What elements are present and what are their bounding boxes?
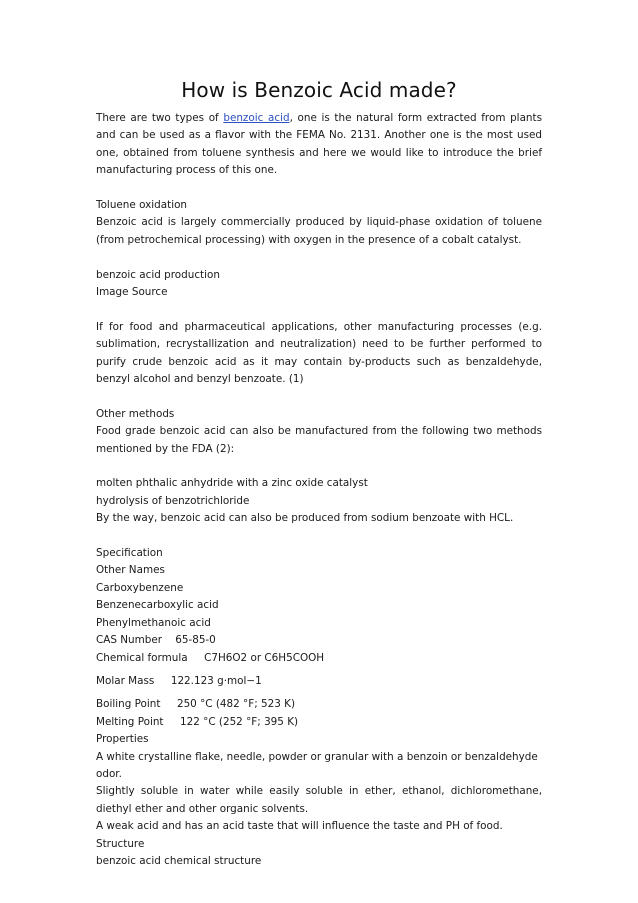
properties-heading: Properties [96, 733, 149, 746]
melting-value: 122 °C (252 °F; 395 K) [180, 715, 299, 728]
method-item: molten phthalic anhydride with a zinc oxide catalyst [96, 477, 368, 490]
intro-paragraph [96, 110, 542, 180]
other-methods-heading: Other methods [96, 407, 175, 420]
intro-text-end: , one is the natural form extracted from plants and can be used as a flavor with the FEMA No. 2131. Another one is the most used one, obtained from toluene synthesis and here we would like to introduce the brief manufacturing process of this one. [96, 112, 543, 177]
molar-row [96, 673, 542, 690]
formula-row [96, 650, 542, 667]
boiling-label: Boiling Point [96, 698, 161, 711]
property-item: Slightly soluble in water while easily soluble in ether, ethanol, dichloromethane, diethyl ether and other organic solvents. [96, 785, 542, 815]
specification-heading: Specification [96, 547, 163, 560]
molar-value: 122.123 g·mol−1 [170, 674, 262, 687]
formula-label: Chemical formula [96, 651, 188, 664]
cas-value: 65-85-0 [175, 634, 216, 647]
other-names-label: Other Names [96, 564, 165, 577]
formula-value: C7H6O2 or C6H5COOH [204, 651, 325, 664]
other-name-item: Benzenecarboxylic acid [96, 599, 219, 612]
toluene-paragraph: Benzoic acid is largely commercially produced by liquid-phase oxidation of toluene (from petrochemical processing) with oxygen in the presence of a cobalt catalyst. [96, 216, 542, 246]
cas-label: CAS Number [96, 634, 163, 647]
melting-label: Melting Point [96, 715, 164, 728]
other-name-item: Carboxybenzene [96, 581, 184, 594]
structure-heading: Structure [96, 837, 145, 850]
toluene-heading: Toluene oxidation [96, 199, 188, 212]
intro-text-start: There are two types of [96, 112, 224, 124]
other-methods-paragraph: Food grade benzoic acid can also be manufactured from the following two methods mentioned by the FDA (2): [96, 425, 542, 455]
molar-label: Molar Mass [96, 674, 155, 687]
image-source: Image Source [96, 286, 168, 299]
page-title: How is Benzoic Acid made? [181, 78, 457, 102]
document-body [96, 110, 542, 870]
other-name-item: Phenylmethanoic acid [96, 616, 211, 629]
boiling-row [96, 696, 542, 713]
structure-caption: benzoic acid chemical structure [96, 854, 262, 867]
cas-row [96, 632, 542, 649]
method-item: hydrolysis of benzotrichloride [96, 494, 250, 507]
melting-row [96, 714, 542, 731]
benzoic-acid-link[interactable]: benzoic acid [223, 112, 290, 124]
property-item: A weak acid and has an acid taste that will influence the taste and PH of food. [96, 820, 503, 833]
property-item: A white crystalline flake, needle, powder or granular with a benzoin or benzaldehyde odor. [96, 750, 538, 780]
image-caption: benzoic acid production [96, 268, 220, 281]
purification-paragraph: If for food and pharmaceutical applications, other manufacturing processes (e.g. sublimation, recrystallization and neutralization) need to be further performed to purify crude benzoic acid as it may contain by-products such as benzaldehyde, benzyl alcohol and benzyl benzoate. (1) [96, 320, 542, 386]
boiling-value: 250 °C (482 °F; 523 K) [176, 698, 296, 711]
method-note: By the way, benzoic acid can also be produced from sodium benzoate with HCL. [96, 512, 514, 525]
